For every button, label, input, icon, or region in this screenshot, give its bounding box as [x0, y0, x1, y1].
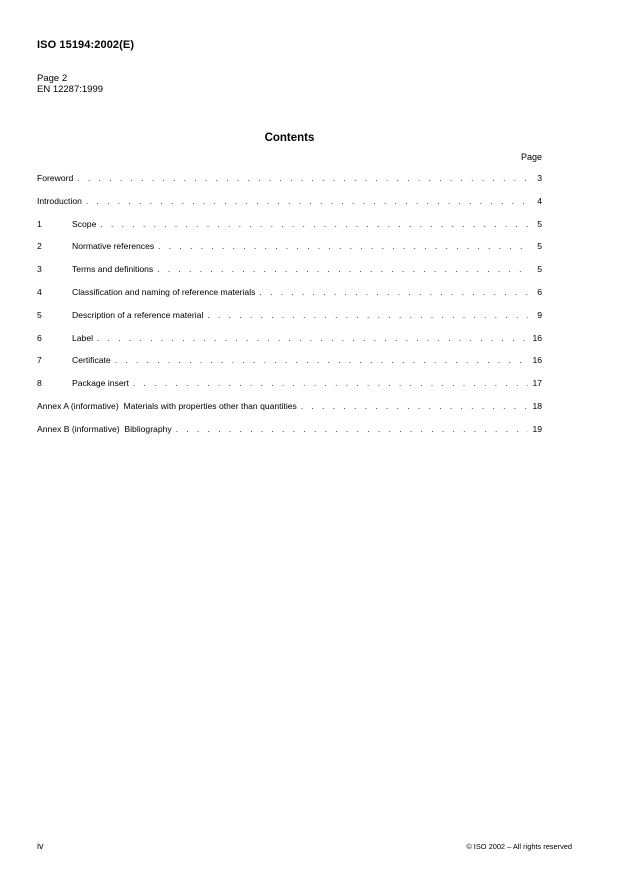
- toc-page-number: 5: [537, 241, 542, 252]
- toc-row-annex-a[interactable]: [37, 401, 542, 424]
- toc-row-certificate[interactable]: [37, 355, 542, 378]
- toc-row-foreword[interactable]: [37, 173, 542, 196]
- toc-row-terms-and-definitions[interactable]: [37, 264, 542, 287]
- toc-label: Description of a reference material: [72, 309, 204, 320]
- toc-leader-dots: [176, 425, 528, 434]
- toc-leader-dots: [77, 174, 528, 183]
- toc-page-number: 19: [532, 423, 542, 434]
- toc-label: Normative references: [72, 241, 155, 252]
- toc-section-number: 1: [37, 218, 42, 229]
- toc-row-package-insert[interactable]: [37, 378, 542, 401]
- toc-label: Package insert: [72, 378, 129, 389]
- toc-leader-dots: [301, 402, 528, 411]
- toc-section-number: 4: [37, 286, 42, 297]
- toc-row-annex-b[interactable]: [37, 424, 542, 447]
- toc-page-number: 16: [532, 355, 542, 366]
- toc-label: Terms and definitions: [72, 264, 154, 275]
- toc-row-introduction[interactable]: [37, 196, 542, 219]
- table-of-contents: [37, 173, 542, 447]
- toc-label: Certificate: [72, 355, 111, 366]
- toc-page-number: 18: [532, 400, 542, 411]
- toc-leader-dots: [133, 379, 528, 388]
- toc-leader-dots: [259, 288, 528, 297]
- toc-label: Scope: [72, 218, 97, 229]
- toc-page-number: 5: [537, 264, 542, 275]
- toc-leader-dots: [157, 265, 528, 274]
- toc-leader-dots: [158, 242, 528, 251]
- toc-page-number: 16: [532, 332, 542, 343]
- toc-row-description[interactable]: [37, 310, 542, 333]
- toc-row-classification[interactable]: [37, 287, 542, 310]
- toc-label: Classification and naming of reference materials: [72, 286, 256, 297]
- toc-leader-dots: [115, 356, 528, 365]
- toc-page-number: 5: [537, 218, 542, 229]
- toc-section-number: 5: [37, 309, 42, 320]
- toc-label: Annex B (informative) Bibliography: [37, 423, 172, 434]
- en-standard-line: EN 12287:1999: [37, 84, 104, 95]
- toc-section-number: 2: [37, 241, 42, 252]
- toc-section-number: 8: [37, 378, 42, 389]
- page-line: Page 2: [37, 73, 68, 84]
- toc-row-scope[interactable]: [37, 219, 542, 242]
- toc-page-number: 6: [537, 286, 542, 297]
- page-reference: [37, 73, 103, 95]
- toc-section-number: 7: [37, 355, 42, 366]
- contents-title: Contents: [264, 132, 315, 144]
- toc-label: Annex A (informative) Materials with properties other than quantities: [37, 400, 297, 411]
- page-column-label: Page: [520, 152, 542, 162]
- toc-page-number: 4: [537, 195, 542, 206]
- toc-label: Label: [72, 332, 94, 343]
- footer-page-number: iv: [37, 841, 44, 851]
- toc-row-normative-references[interactable]: [37, 241, 542, 264]
- toc-section-number: 6: [37, 332, 42, 343]
- toc-page-number: 3: [537, 173, 542, 183]
- toc-label: Introduction: [37, 195, 82, 206]
- toc-page-number: 9: [537, 309, 542, 320]
- document-id: ISO 15194:2002(E): [37, 39, 135, 51]
- toc-section-number: 3: [37, 264, 42, 275]
- toc-row-label[interactable]: [37, 333, 542, 356]
- toc-leader-dots: [97, 334, 528, 343]
- toc-leader-dots: [86, 197, 528, 206]
- toc-page-number: 17: [532, 378, 542, 389]
- toc-leader-dots: [207, 311, 528, 320]
- footer-copyright: © ISO 2002 – All rights reserved: [466, 842, 572, 851]
- toc-label: Foreword: [37, 173, 74, 183]
- toc-leader-dots: [100, 220, 528, 229]
